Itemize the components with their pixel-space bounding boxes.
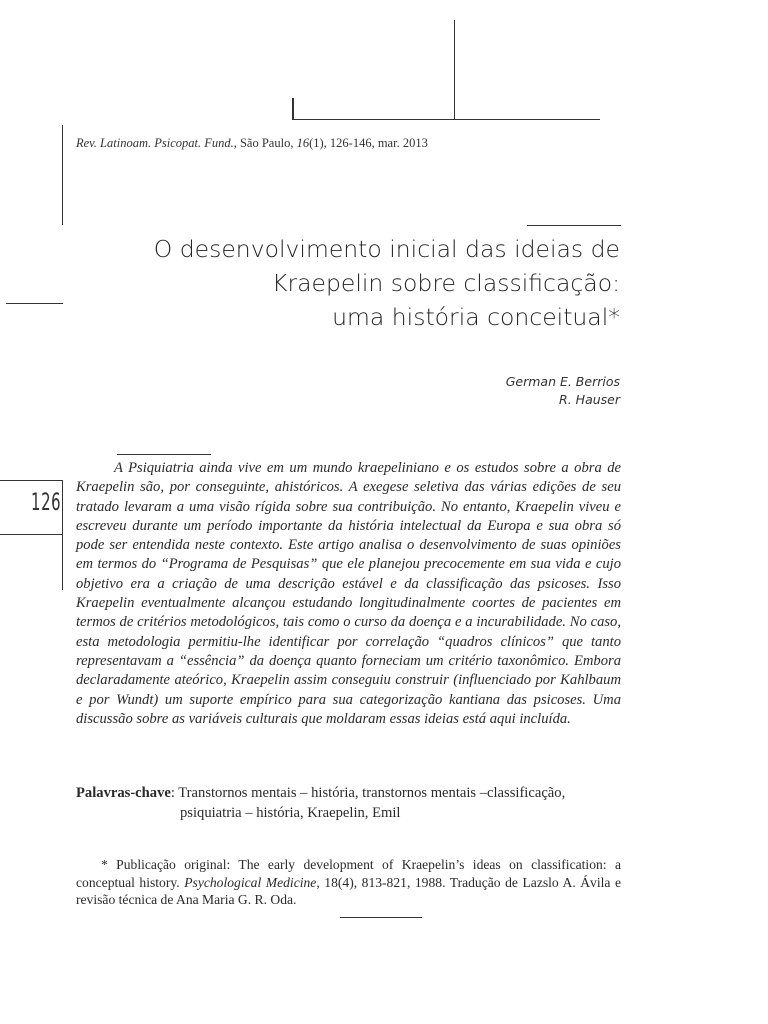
footnote-part-2: , 18(4), 813-821, 1988. Tradução de Lazslo A. Ávila e revisão técnica de Ana Maria G. R. Oda.: [76, 874, 622, 907]
keywords-list-part-1: : Transtornos mentais – história, transtornos mentais –classificação,: [170, 785, 566, 801]
page-tab-top-rule: [0, 480, 63, 481]
journal-issue-pages-date: (1), 126-146, mar. 2013: [309, 136, 428, 150]
top-vertical-rule: [454, 20, 455, 120]
journal-name: Rev. Latinoam. Psicopat. Fund.: [76, 136, 234, 150]
authors: [506, 373, 620, 409]
title-rule: [527, 225, 621, 226]
keywords-line-1: [76, 784, 636, 804]
footnote: [76, 856, 621, 909]
left-margin-vertical-rule: [62, 125, 63, 225]
article-title: [154, 232, 620, 334]
journal-volume: 16: [296, 136, 310, 150]
keywords: [76, 784, 636, 823]
journal-place: , São Paulo,: [233, 136, 297, 150]
top-horizontal-rule: [292, 119, 600, 120]
footnote-journal: Psychological Medicine: [184, 874, 317, 890]
footnote-rule: [340, 917, 422, 918]
abstract-rule: [117, 454, 211, 455]
left-margin-horizontal-rule: [6, 303, 63, 304]
keywords-list-part-2: psiquiatria – história, Kraepelin, Emil: [180, 804, 401, 821]
page-tab-vertical-rule: [62, 480, 63, 590]
footnote-part-1: * Publicação original: The early development of Kraepelin’s ideas on classification: a conceptual history.: [76, 857, 621, 890]
page-tab-bottom-rule: [0, 534, 63, 535]
abstract: A Psiquiatria ainda vive em um mundo kraepeliniano e os estudos sobre a obra de Kraepelin são, por conseguinte, ahistóricos. A exegese seletiva das várias edições de seu tratado levaram a uma visão rígida sobre sua contribuição. No entanto, Kraepelin viveu e escreveu durante um período importante da história intelectual da Europa e sua obra só pode ser entendida neste contexto. Este artigo analisa o desenvolvimento de suas opiniões em termos do “Programa de Pesquisas” que ele planejou precocemente em sua vida e cujo objetivo era a criação de uma descrição estável e da classificação das psicoses. Isso Kraepelin eventualmente alcançou estudando longitudinalmente coortes de pacientes em termos de critérios metodológicos, tais como o curso da doença e a incurabilidade. No caso, esta metodologia permitiu-lhe identificar por correlação “quadros clínicos” que tanto representavam a “essência” da doença quanto forneciam um critério taxonômico. Embora declaradamente ateórico, Kraepelin assim conseguiu construir (influenciado por Kahlbaum e por Wundt) um suporte empírico para sua categorização kantiana das psicoses. Uma discussão sobre as variáveis culturais que moldaram essas ideias está aqui incluída.: [76, 460, 621, 727]
top-short-vertical-rule: [292, 98, 294, 120]
author-1: German E. Berrios: [505, 374, 620, 389]
title-line-1: O desenvolvimento inicial das ideias de: [153, 235, 620, 263]
page-number: 126: [31, 488, 62, 516]
keywords-label: Palavras-chave: [76, 785, 171, 801]
title-line-2: Kraepelin sobre classificação:: [272, 269, 620, 297]
title-line-3: uma história conceitual*: [332, 303, 620, 331]
author-2: R. Hauser: [559, 392, 620, 407]
journal-reference: [76, 136, 428, 151]
